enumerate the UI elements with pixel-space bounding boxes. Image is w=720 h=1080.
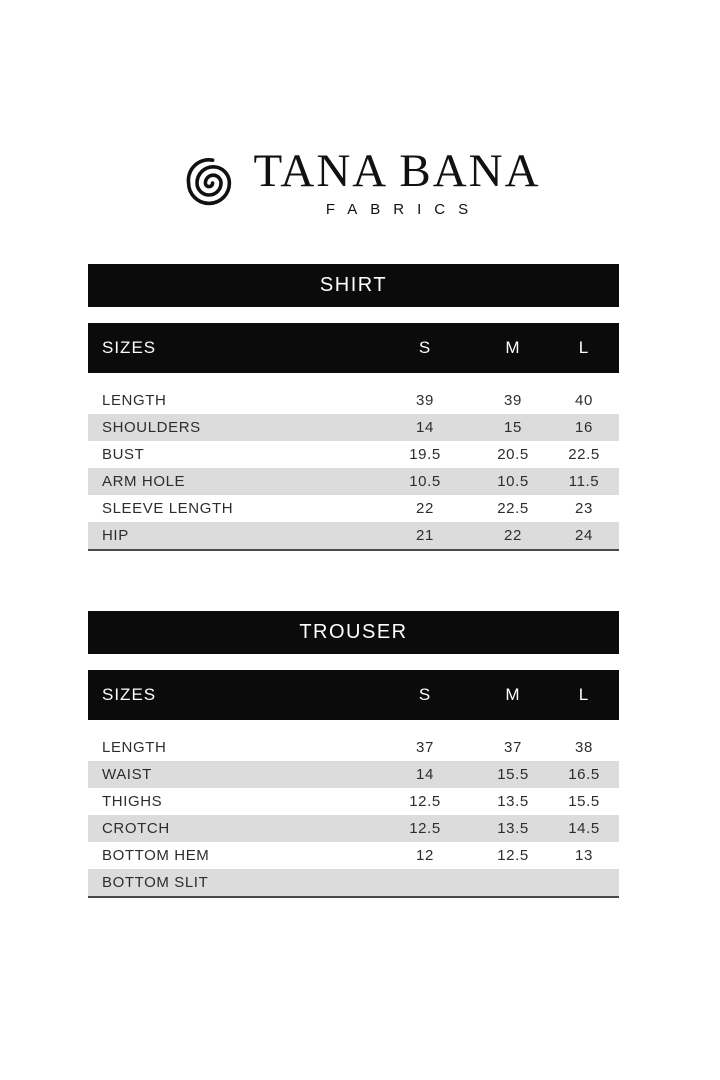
measurement-label: LENGTH — [102, 739, 167, 756]
shirt-sizes-header — [88, 323, 619, 373]
measurement-label: THIGHS — [102, 793, 163, 810]
value-m: 22 — [504, 527, 522, 544]
value-s: 37 — [416, 739, 434, 756]
trouser-table-body — [88, 734, 619, 898]
brand-name: TANA BANA — [253, 145, 541, 197]
value-l: 23 — [575, 500, 593, 517]
value-s: 12 — [416, 847, 434, 864]
tables-area — [88, 264, 619, 898]
table-row — [88, 441, 619, 468]
brand-tagline: FABRICS — [325, 201, 482, 218]
value-l: 24 — [575, 527, 593, 544]
value-s: 12.5 — [409, 820, 441, 837]
table-row — [88, 414, 619, 441]
column-header-s: S — [418, 338, 432, 357]
value-m: 15.5 — [497, 766, 529, 783]
column-header-s: S — [418, 685, 432, 704]
value-l: 14.5 — [568, 820, 600, 837]
value-s: 19.5 — [409, 446, 441, 463]
value-m: 13.5 — [497, 793, 529, 810]
table-row — [88, 869, 619, 896]
table-row — [88, 522, 619, 549]
value-s: 14 — [416, 419, 434, 436]
shirt-table-body — [88, 387, 619, 551]
column-header-l: L — [578, 685, 590, 704]
value-m: 10.5 — [497, 473, 529, 490]
trouser-title: TROUSER — [299, 621, 408, 643]
value-l: 16.5 — [568, 766, 600, 783]
measurement-label: CROTCH — [102, 820, 170, 837]
value-l: 13 — [575, 847, 593, 864]
measurement-label: WAIST — [102, 766, 152, 783]
value-m: 15 — [504, 419, 522, 436]
table-row — [88, 842, 619, 869]
measurement-label: BOTTOM HEM — [102, 847, 210, 864]
measurement-label: SHOULDERS — [102, 419, 201, 436]
value-m: 22.5 — [497, 500, 529, 517]
value-l: 16 — [575, 419, 593, 436]
value-m: 39 — [504, 392, 522, 409]
value-m: 12.5 — [497, 847, 529, 864]
value-m: 20.5 — [497, 446, 529, 463]
table-row — [88, 468, 619, 495]
spiral-icon — [179, 153, 239, 213]
value-l: 40 — [575, 392, 593, 409]
measurement-label: HIP — [102, 527, 129, 544]
value-s: 21 — [416, 527, 434, 544]
shirt-title: SHIRT — [319, 274, 388, 296]
shirt-section — [88, 264, 619, 551]
value-l: 11.5 — [568, 473, 600, 490]
trouser-sizes-header — [88, 670, 619, 720]
value-s: 39 — [416, 392, 434, 409]
measurement-label: ARM HOLE — [102, 473, 186, 490]
value-m: 13.5 — [497, 820, 529, 837]
value-l: 22.5 — [568, 446, 600, 463]
value-l: 38 — [575, 739, 593, 756]
table-row — [88, 387, 619, 414]
table-row — [88, 495, 619, 522]
value-s: 10.5 — [409, 473, 441, 490]
brand-logo — [0, 145, 720, 218]
trouser-section — [88, 611, 619, 898]
shirt-title-bar — [88, 264, 619, 307]
measurement-label: SLEEVE LENGTH — [102, 500, 234, 517]
measurement-label: BUST — [102, 446, 145, 463]
column-header-l: L — [578, 338, 590, 357]
measurement-label: LENGTH — [102, 392, 167, 409]
table-row — [88, 734, 619, 761]
measurement-label: BOTTOM SLIT — [102, 874, 209, 891]
sizes-header-label: SIZES — [102, 685, 157, 704]
value-m: 37 — [504, 739, 522, 756]
table-row — [88, 815, 619, 842]
sizes-header-label: SIZES — [102, 338, 157, 357]
table-row — [88, 761, 619, 788]
value-s: 12.5 — [409, 793, 441, 810]
column-header-m: M — [505, 338, 521, 357]
column-header-m: M — [505, 685, 521, 704]
value-s: 22 — [416, 500, 434, 517]
value-l: 15.5 — [568, 793, 600, 810]
brand-text — [253, 145, 541, 218]
trouser-title-bar — [88, 611, 619, 654]
table-row — [88, 788, 619, 815]
value-s: 14 — [416, 766, 434, 783]
